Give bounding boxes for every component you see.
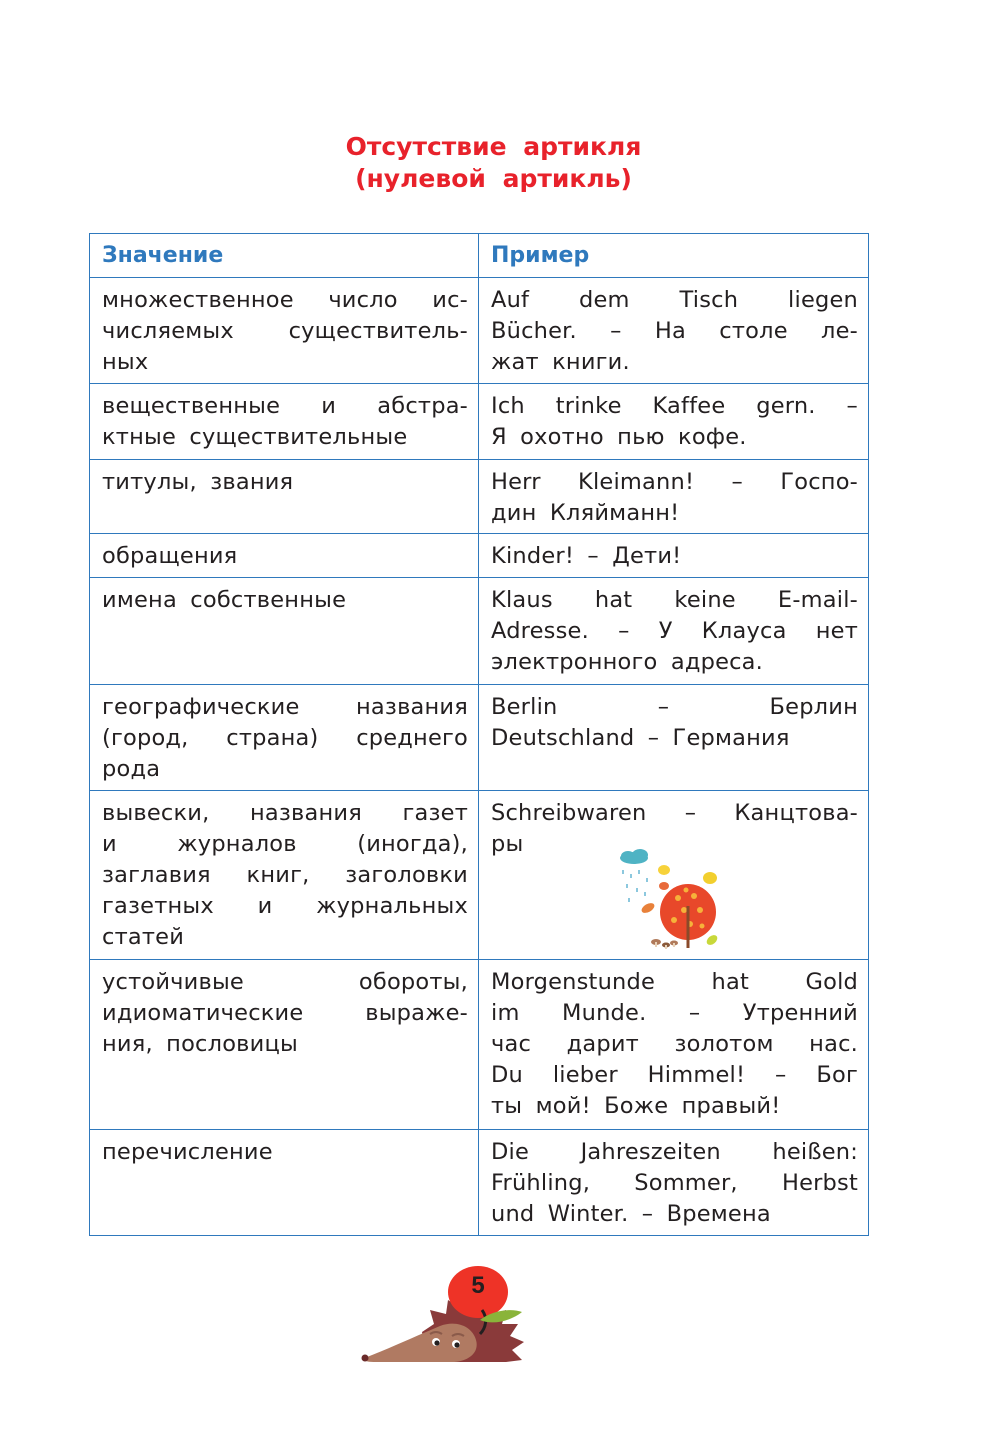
cell-line: газетных и журнальных xyxy=(102,893,468,919)
cell-line: Schreibwaren – Канцтова- xyxy=(491,800,858,826)
title-line-2: (нулевой артикль) xyxy=(355,164,632,193)
hedgehog-page-number-illustration xyxy=(356,1262,546,1370)
cell-line: статей xyxy=(102,924,185,950)
example-cell xyxy=(479,534,869,578)
cell-line: im Munde. – Утренний xyxy=(491,1000,858,1026)
page-number: 5 xyxy=(471,1272,485,1299)
cell-line: обращения xyxy=(102,543,238,569)
cell-line: Kinder! – Дети! xyxy=(491,543,682,569)
cell-line: Я охотно пью кофе. xyxy=(491,424,747,450)
cell-line: ктные существительные xyxy=(102,424,408,450)
cell-line: час дарит золотом нас. xyxy=(491,1031,858,1057)
cell-line: и журналов (иногда), xyxy=(102,831,468,857)
table-row xyxy=(90,278,869,384)
meaning-cell xyxy=(90,578,479,685)
cell-line: Frühling, Sommer, Herbst xyxy=(491,1170,858,1196)
table-header-row xyxy=(90,234,869,278)
example-cell xyxy=(479,384,869,460)
cell-line: жат книги. xyxy=(491,349,630,375)
cell-line: идиоматические выраже- xyxy=(102,1000,468,1026)
cell-line: ры xyxy=(491,831,524,857)
cell-line: рода xyxy=(102,756,161,782)
cell-line: множественное число ис- xyxy=(102,287,468,313)
example-cell xyxy=(479,960,869,1130)
example-cell xyxy=(479,685,869,791)
autumn-tree-illustration xyxy=(614,848,726,952)
cell-line: Ich trinke Kaffee gern. – xyxy=(491,393,858,419)
rain-cloud-icon xyxy=(620,849,648,902)
meaning-cell xyxy=(90,278,479,384)
hedgehog-nose-icon xyxy=(362,1355,369,1362)
table-row xyxy=(90,460,869,534)
table-row xyxy=(90,791,869,960)
example-cell xyxy=(479,578,869,685)
cell-line: Berlin – Берлин xyxy=(491,694,858,720)
cell-line: Klaus hat keine E-mail- xyxy=(491,587,858,613)
title-line-1: Отсутствие артикля xyxy=(345,132,642,161)
meaning-cell xyxy=(90,791,479,960)
table-row xyxy=(90,384,869,460)
cell-line: заглавия книг, заголовки xyxy=(102,862,468,888)
cell-line: Morgenstunde hat Gold xyxy=(491,969,858,995)
cell-line: Auf dem Tisch liegen xyxy=(491,287,858,313)
cell-line: und Winter. – Времена xyxy=(491,1201,771,1227)
column-header-meaning: Значение xyxy=(90,234,479,278)
cell-line: Adresse. – У Клауса нет xyxy=(491,618,858,644)
cell-line: дин Кляйманн! xyxy=(491,500,680,526)
table-row xyxy=(90,578,869,685)
meaning-cell xyxy=(90,384,479,460)
cell-line: (город, страна) среднего xyxy=(102,725,468,751)
cell-line: устойчивые обороты, xyxy=(102,969,468,995)
meaning-cell xyxy=(90,460,479,534)
cell-line: Deutschland – Германия xyxy=(491,725,790,751)
meaning-cell xyxy=(90,685,479,791)
cell-line: перечисление xyxy=(102,1139,273,1165)
table-row xyxy=(90,685,869,791)
example-cell xyxy=(479,1130,869,1236)
column-header-example: Пример xyxy=(479,234,869,278)
example-cell xyxy=(479,278,869,384)
cell-line: имена собственные xyxy=(102,587,347,613)
meaning-cell xyxy=(90,1130,479,1236)
cell-line: вывески, названия газет xyxy=(102,800,468,826)
cell-line: ты мой! Боже правый! xyxy=(491,1093,781,1119)
table-row xyxy=(90,534,869,578)
cell-line: Herr Kleimann! – Госпо- xyxy=(491,469,858,495)
cell-line: географические названия xyxy=(102,694,468,720)
cell-line: ных xyxy=(102,349,149,375)
page-title xyxy=(0,131,987,195)
cell-line: Die Jahreszeiten heißen: xyxy=(491,1139,858,1165)
cell-line: вещественные и абстра- xyxy=(102,393,468,419)
cell-line: титулы, звания xyxy=(102,469,294,495)
cell-line: ния, пословицы xyxy=(102,1031,298,1057)
cell-line: Bücher. – На столе ле- xyxy=(491,318,858,344)
meaning-cell xyxy=(90,534,479,578)
table-row xyxy=(90,960,869,1130)
table-row xyxy=(90,1130,869,1236)
cell-line: электронного адреса. xyxy=(491,649,764,675)
example-cell xyxy=(479,460,869,534)
article-usage-table xyxy=(89,233,869,1236)
cell-line: Du lieber Himmel! – Бог xyxy=(491,1062,858,1088)
meaning-cell xyxy=(90,960,479,1130)
cell-line: числяемых существитель- xyxy=(102,318,468,344)
